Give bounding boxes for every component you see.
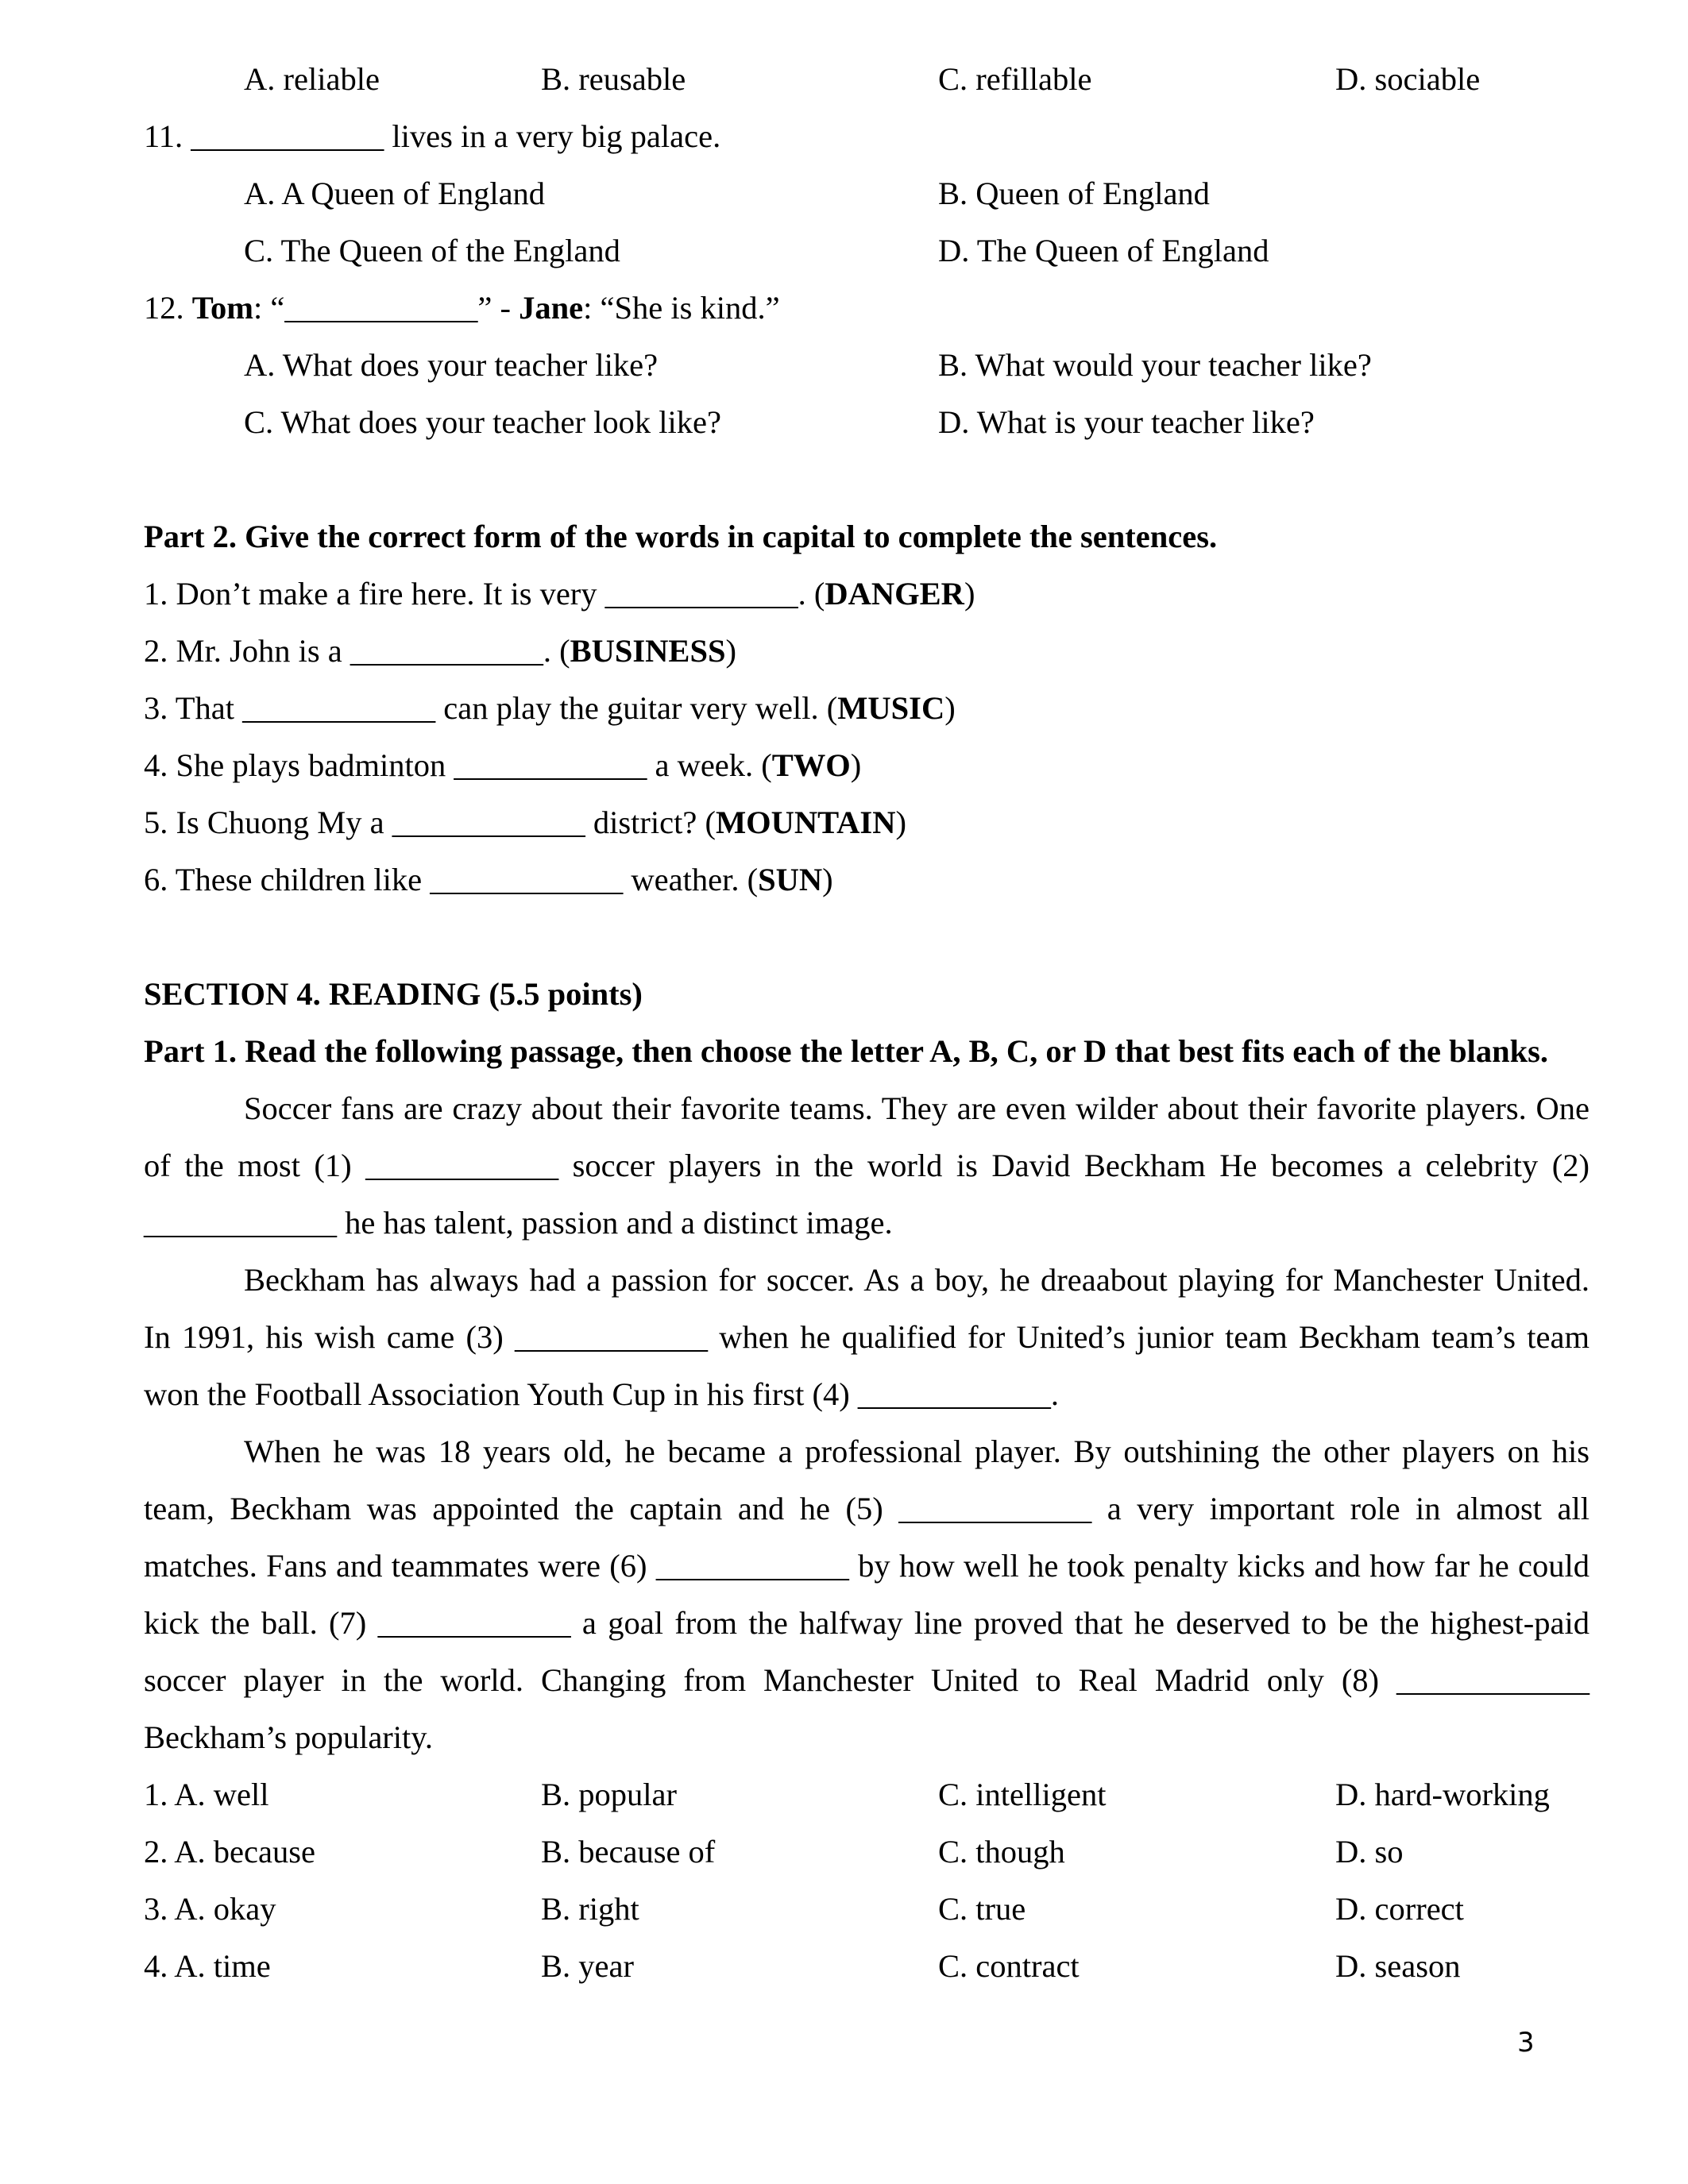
answer-blank: ____________ <box>350 633 543 669</box>
option-a: A. A Queen of England <box>244 176 546 211</box>
capital-word: MOUNTAIN <box>715 805 896 840</box>
option-c: C. The Queen of the England <box>244 233 620 268</box>
capital-word: MUSIC <box>837 690 945 726</box>
passage-line-10: kick the ball. (7) ____________ a goal from the halfway line proved that he deserved to be the highest-paid <box>144 1605 1590 1641</box>
item-text: 6. These children like <box>144 862 431 897</box>
capital-word: SUN <box>758 862 823 897</box>
option-b: B. What would your teacher like? <box>938 347 1372 383</box>
option-b: B. because of <box>541 1834 716 1870</box>
part1-heading: Part 1. Read the following passage, then choose the letter A, B, C, or D that best fits each of the blanks. <box>144 1033 1549 1069</box>
item-text: 2. Mr. John is a <box>144 633 350 669</box>
part2-item-5 <box>144 794 1590 851</box>
option-b: B. Queen of England <box>938 176 1210 211</box>
passage-line-2: of the most (1) ____________ soccer players in the world is David Beckham He becomes a celebrity (2) <box>144 1148 1590 1183</box>
answer-blank: ____________ <box>430 862 624 897</box>
q11-options-row-2 <box>144 222 1590 280</box>
passage-line-5: In 1991, his wish came (3) ____________ when he qualified for United’s junior team Beckham team’s team <box>144 1319 1590 1355</box>
passage-line-11: soccer player in the world. Changing from Manchester United to Real Madrid only (8) ____________ <box>144 1662 1590 1698</box>
item-text: . ( <box>543 633 570 669</box>
close-paren: ) <box>964 576 975 612</box>
answer-row-3 <box>144 1881 1590 1938</box>
question-number: 12. <box>144 290 192 326</box>
option-a: 3. A. okay <box>144 1891 276 1927</box>
answer-blank: ____________ <box>605 576 798 612</box>
option-a: 1. A. well <box>144 1777 269 1812</box>
answer-blank: ____________ <box>392 805 585 840</box>
passage-line-7: When he was 18 years old, he became a professional player. By outshining the other players on his <box>244 1433 1590 1469</box>
q11-options-row-1 <box>144 165 1590 222</box>
answer-row-2 <box>144 1823 1590 1881</box>
item-text: can play the guitar very well. ( <box>435 690 838 726</box>
passage-line-1: Soccer fans are crazy about their favorite teams. They are even wilder about their favorite players. One <box>244 1090 1590 1126</box>
answer-blank: ____________ <box>242 690 436 726</box>
item-text: 1. Don’t make a fire here. It is very <box>144 576 605 612</box>
item-text: . ( <box>798 576 825 612</box>
item-text: 4. She plays badminton <box>144 747 454 783</box>
passage-line-8: team, Beckham was appointed the captain and he (5) ____________ a very important role in almost all <box>144 1491 1590 1526</box>
close-paren: ) <box>944 690 956 726</box>
option-d: D. season <box>1335 1948 1461 1984</box>
option-c: C. intelligent <box>938 1777 1107 1812</box>
answer-row-1 <box>144 1766 1590 1823</box>
question-text: lives in a very big palace. <box>384 118 721 154</box>
section4-heading: SECTION 4. READING (5.5 points) <box>144 976 643 1012</box>
item-text: 3. That <box>144 690 243 726</box>
answer-blank: ____________ <box>284 290 478 326</box>
option-c: C. though <box>938 1834 1065 1870</box>
passage-line-9: matches. Fans and teammates were (6) ____________ by how well he took penalty kicks and how far he could <box>144 1548 1590 1584</box>
option-d: D. hard-working <box>1335 1777 1550 1812</box>
part2-heading: Part 2. Give the correct form of the words in capital to complete the sentences. <box>144 519 1218 554</box>
item-text: district? ( <box>585 805 716 840</box>
option-c: C. What does your teacher look like? <box>244 404 721 440</box>
option-a: A. reliable <box>244 61 380 97</box>
passage-line-4: Beckham has always had a passion for soccer. As a boy, he dreaabout playing for Manchester United. <box>244 1262 1590 1298</box>
speaker-tom: Tom <box>191 290 254 326</box>
answer-row-4 <box>144 1938 1590 1995</box>
capital-word: TWO <box>771 747 851 783</box>
q12-options-row-2 <box>144 394 1590 451</box>
part2-item-2 <box>144 623 1590 680</box>
question-12 <box>144 280 1590 337</box>
option-c: C. true <box>938 1891 1026 1927</box>
page-number: 3 <box>1517 2027 1535 2059</box>
option-b: B. reusable <box>541 61 686 97</box>
item-text: weather. ( <box>623 862 759 897</box>
option-a: A. What does your teacher like? <box>244 347 659 383</box>
capital-word: BUSINESS <box>570 633 726 669</box>
close-paren: ) <box>822 862 833 897</box>
option-d: D. so <box>1335 1834 1404 1870</box>
part2-item-4 <box>144 737 1590 794</box>
q10-options-row <box>144 51 1590 108</box>
option-d: D. What is your teacher like? <box>938 404 1315 440</box>
question-11 <box>144 108 1590 165</box>
part2-item-3 <box>144 680 1590 737</box>
option-a: 2. A. because <box>144 1834 315 1870</box>
close-paren: ) <box>725 633 736 669</box>
item-text: a week. ( <box>647 747 772 783</box>
passage-line-6: won the Football Association Youth Cup in his first (4) ____________. <box>144 1376 1060 1412</box>
option-c: C. contract <box>938 1948 1080 1984</box>
close-paren: ) <box>895 805 906 840</box>
option-a: 4. A. time <box>144 1948 271 1984</box>
question-number: 11. <box>144 118 183 154</box>
option-b: B. year <box>541 1948 634 1984</box>
option-d: D. correct <box>1335 1891 1464 1927</box>
item-text: 5. Is Chuong My a <box>144 805 392 840</box>
open-quote: : “ <box>253 290 285 326</box>
answer-blank: ____________ <box>454 747 647 783</box>
answer-blank: ____________ <box>191 118 384 154</box>
q12-options-row-1 <box>144 337 1590 394</box>
option-c: C. refillable <box>938 61 1092 97</box>
speaker-jane: Jane <box>519 290 584 326</box>
close-paren: ) <box>850 747 862 783</box>
part2-item-6 <box>144 851 1590 909</box>
passage-line-12: Beckham’s popularity. <box>144 1719 434 1755</box>
option-d: D. sociable <box>1335 61 1481 97</box>
option-d: D. The Queen of England <box>938 233 1269 268</box>
option-b: B. right <box>541 1891 639 1927</box>
capital-word: DANGER <box>825 576 964 612</box>
reply-text: : “She is kind.” <box>583 290 780 326</box>
passage-line-3: ____________ he has talent, passion and a distinct image. <box>144 1205 893 1241</box>
part2-item-1 <box>144 565 1590 623</box>
close-quote: ” - <box>477 290 520 326</box>
option-b: B. popular <box>541 1777 677 1812</box>
